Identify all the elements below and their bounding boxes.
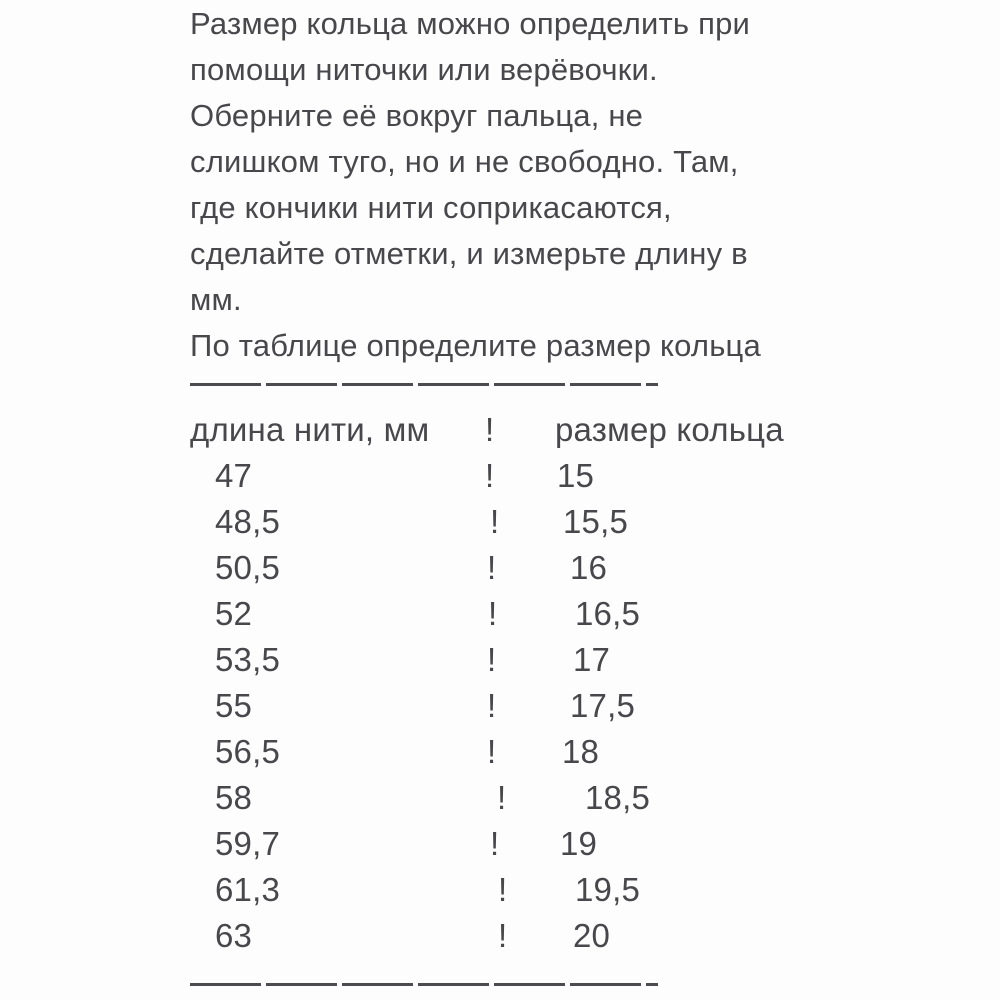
header-column-mark: ! [485,411,495,448]
row-column-mark: ! [488,595,498,632]
row-length-value: 59,7 [215,825,281,862]
table-row [190,913,850,959]
intro-line: слишком туго, но и не свободно. Там, [190,144,739,179]
intro-line: помощи ниточки или верёвочки. [190,52,658,87]
intro-paragraph [190,0,850,369]
row-column-mark: ! [487,687,497,724]
row-length-value: 53,5 [215,641,281,678]
row-size-value: 16 [570,549,608,586]
row-column-mark: ! [485,457,495,494]
row-size-value: 20 [573,917,611,954]
ring-size-table [190,407,850,959]
row-length-value: 58 [215,779,253,816]
row-size-value: 16,5 [575,595,641,632]
row-size-value: 17,5 [570,687,636,724]
row-size-value: 18 [562,733,600,770]
table-row [190,453,850,499]
row-column-mark: ! [490,503,500,540]
header-length-label: длина нити, мм [190,411,430,448]
row-column-mark: ! [497,779,507,816]
table-row [190,775,850,821]
row-length-value: 63 [215,917,253,954]
row-length-value: 55 [215,687,253,724]
row-length-value: 56,5 [215,733,281,770]
table-top-separator [190,383,658,386]
row-length-value: 50,5 [215,549,281,586]
row-length-value: 48,5 [215,503,281,540]
header-size-label: размер кольца [555,411,784,448]
table-row [190,821,850,867]
table-row [190,867,850,913]
row-size-value: 17 [573,641,611,678]
row-column-mark: ! [487,549,497,586]
intro-line: мм. [190,282,242,317]
table-row [190,683,850,729]
table-row [190,545,850,591]
table-row [190,499,850,545]
table-rows [190,453,850,959]
intro-line: где кончики нити соприкасаются, [190,190,672,225]
row-size-value: 15,5 [563,503,629,540]
table-row [190,637,850,683]
intro-line: сделайте отметки, и измерьте длину в [190,236,748,271]
row-length-value: 61,3 [215,871,281,908]
intro-line: По таблице определите размер кольца [190,328,761,363]
row-column-mark: ! [498,917,508,954]
table-bottom-separator [190,983,658,986]
row-size-value: 19 [560,825,598,862]
row-column-mark: ! [487,733,497,770]
table-row [190,591,850,637]
table-row [190,729,850,775]
row-column-mark: ! [487,641,497,678]
row-length-value: 47 [215,457,253,494]
intro-line: Размер кольца можно определить при [190,6,751,41]
row-size-value: 15 [557,457,595,494]
row-column-mark: ! [490,825,500,862]
table-header-row [190,407,850,453]
content [190,0,850,986]
row-length-value: 52 [215,595,253,632]
row-size-value: 18,5 [585,779,651,816]
row-column-mark: ! [498,871,508,908]
row-size-value: 19,5 [575,871,641,908]
intro-line: Оберните её вокруг пальца, не [190,98,644,133]
